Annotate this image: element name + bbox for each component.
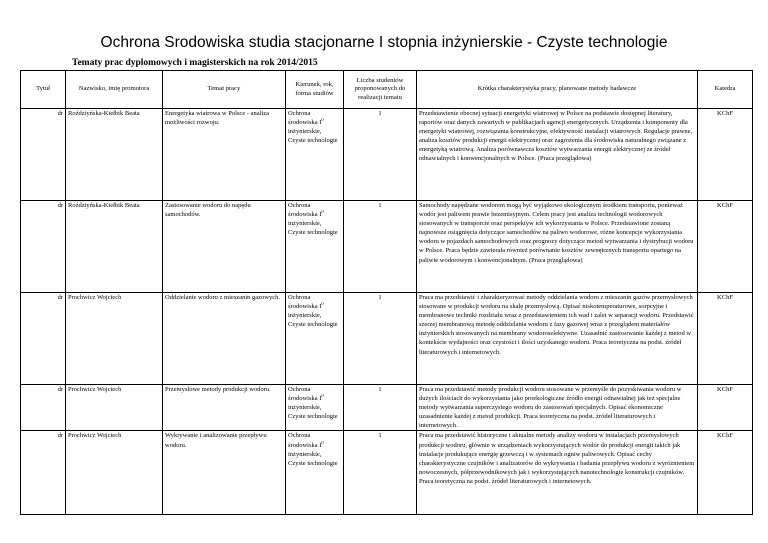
page-title: Ochrona Srodowiska studia stacjonarne I stopnia inżynierskie - Czyste technologie — [100, 34, 668, 51]
table-row — [21, 293, 753, 385]
cell-kierunek — [286, 385, 344, 431]
kierunek-line4: Czyste technologie — [288, 321, 338, 329]
cell-opis: Samochody napędzane wodorem mogą być wyjątkowo ekologicznym środkiem transportu, ponieważ wodór jest paliwem prawie bezemisyjnym. Celem pracy jest analiza technologii wodorowych stosowanych w transporcie oraz perspektyw ich wykorzystania w Polsce. Przedstawione zostaną najnowsze osiągnięcia dotyczące samochodów na paliwo wodorowe, różne koncepcje wykorzystania wodoru w pojazdach samochodowych oraz prognozy dotyczące metod wytwarzania i dystrybucji wodoru w Polsce. Praca będzie zawierała również porównanie kosztów zewnętrznych transportu opartego na paliwie wodorowym i konwencjonalnym. (Praca przeglądowa) — [417, 201, 698, 293]
cell-opis: Przedstawienie obecnej sytuacji energetyki wiatrowej w Polsce na podstawie dostępnej literatury, raportów oraz danych zawartych w publikacjach agencji energetycznych. Urządzenia i komponenty dla energetyki wiatrowej, rozwiązania konstrukcyjne, efektywność instalacji wiatrowych. Regulacje prawne, analiza kosztów produkcji energii elektrycznej oraz zagrożenia dla środowiska naturalnego związane z energetyką wiatrową. Analiza porównawcza kosztów wytwarzania energii elektrycznej ze źródeł odnawialnych i konwencjonalnych w Polsce. (Praca przeglądowa) — [417, 109, 698, 201]
kierunek-line1: Ochrona — [288, 386, 311, 393]
kierunek-line1: Ochrona — [288, 294, 311, 301]
kierunek-degree: 0 — [321, 300, 324, 306]
kierunek-line2: środowiska I — [288, 441, 322, 449]
cell-opis: Praca ma przedstawić metody produkcji wodoru stosowane w przemyśle do pozyskiwania wodoru w dużych ilościach do wykorzystania jako proekologiczne źródło energii odnawialnej jak też specjalne metody wytwarzania superczystego wodoru do zastosowań specjalnych. Opisać ekonomiczne uzasadnienie każdej z metod produkcji. Praca teoretyczna na podst. źródeł literaturowych i internetowych. — [417, 385, 698, 431]
kierunek-line4: Czyste technologie — [288, 137, 338, 145]
cell-katedra: KChF — [698, 431, 753, 515]
kierunek-line2: środowiska I — [288, 211, 322, 219]
cell-kierunek — [286, 109, 344, 201]
header-name: Nazwisko, imię promotora — [66, 71, 163, 109]
kierunek-line3: inżynierskie, — [288, 450, 322, 458]
kierunek-line1: Ochrona — [288, 110, 311, 117]
kierunek-line2: środowiska I — [288, 303, 322, 311]
cell-tytul: dr — [21, 109, 66, 201]
cell-tytul: dr — [21, 385, 66, 431]
cell-tytul: dr — [21, 201, 66, 293]
kierunek-degree: 0 — [321, 208, 324, 214]
cell-temat: Przemysłowe metody produkcji wodoru. — [163, 385, 286, 431]
header-temat: Temat pracy — [163, 71, 286, 109]
kierunek-line1: Ochrona — [288, 202, 311, 209]
header-row — [21, 71, 753, 109]
cell-tytul: dr — [21, 431, 66, 515]
table-row — [21, 431, 753, 515]
cell-name: Roździyńska-Kiełbik Beata — [66, 201, 163, 293]
table-row — [21, 109, 753, 201]
cell-katedra: KChF — [698, 385, 753, 431]
cell-name: Prochwicz Wojciech — [66, 431, 163, 515]
kierunek-line4: Czyste technologie — [288, 459, 338, 467]
kierunek-line4: Czyste technologie — [288, 413, 338, 421]
cell-temat: Zastosowanie wodoru do napędu samochodów. — [163, 201, 286, 293]
table-row — [21, 385, 753, 431]
cell-opis: Praca ma przedstawić historyczne i aktualne metody analizy wodoru w instalacjach przemysłowych produkcji wodoru, głównie w urządzeniach wykorzystujących wodór do produkcji energii takich jak instalacje produkujące energię grzewczą i w systemach ogniw paliwowych. Opisać cechy charakterystyczne czujników i analizatorów do wykrywania i badania przepływu wodoru z wyróżnieniem nowoczesnych, półprzewodnikowych jak i wykorzystujących nanotechnologie konstrukcji czujników. Praca teoretyczna na podst. źródeł literaturowych i internetowych. — [417, 431, 698, 515]
cell-liczba: 1 — [344, 385, 417, 431]
kierunek-line3: inżynierskie, — [288, 128, 322, 136]
cell-temat: Oddzielanie wodoru z mieszanin gazowych. — [163, 293, 286, 385]
header-tytul: Tytuł — [21, 71, 66, 109]
kierunek-line1: Ochrona — [288, 432, 311, 440]
cell-katedra: KChF — [698, 201, 753, 293]
cell-katedra: KChF — [698, 109, 753, 201]
cell-opis: Praca ma przedstawić i zharakteryzować metody oddzielania wodoru z mieszanin gazów przemysłowych stosowane w produkcji wodoru na skalę przemysłową. Opisać niskotemperaturowe, sorpcyjne i membranowe techniki rozdziału wraz z przedstawieniem ich wad i zalet w separacji wodoru. Przedstawić szerzej membranową metodę oddzielania wodoru z fazy gazowej wraz z przeglądem materiałów inżynierskich stosowanych na membrany wodoroselektywne. Uzasadnić zastosowanie każdej z metod w kontekście wydajności oraz czystości i ilości uzyskanego wodoru. Praca teoretyczna na podst. źródeł literaturowych i internetowych. — [417, 293, 698, 385]
cell-kierunek — [286, 201, 344, 293]
cell-temat: Energetyka wiatrowa w Polsce - analiza możliwości rozwoju. — [163, 109, 286, 201]
cell-name: Roździyńska-Kiełbik Beata — [66, 109, 163, 201]
cell-liczba: 1 — [344, 109, 417, 201]
theses-table — [20, 70, 753, 515]
header-liczba: Liczba studentów proponowanych do realizacji tematu — [344, 71, 417, 109]
cell-liczba: 1 — [344, 431, 417, 515]
kierunek-line3: inżynierskie, — [288, 404, 322, 412]
kierunek-line2: środowiska I — [288, 395, 322, 403]
cell-temat: Wykrywanie i analizowanie przepływu wodoru. — [163, 431, 286, 515]
kierunek-degree: 0 — [321, 439, 324, 445]
cell-name: Prochwicz Wojciech — [66, 385, 163, 431]
kierunek-line3: inżynierskie, — [288, 312, 322, 320]
kierunek-line2: środowiska I — [288, 119, 322, 127]
cell-liczba: 1 — [344, 201, 417, 293]
cell-name: Prochwicz Wojciech — [66, 293, 163, 385]
cell-kierunek — [286, 293, 344, 385]
header-opis: Krótka charakterystyka pracy, planowane metody badawcze — [417, 71, 698, 109]
cell-katedra: KChF — [698, 293, 753, 385]
header-katedra: Katedra — [698, 71, 753, 109]
kierunek-line3: inżynierskie, — [288, 220, 322, 228]
header-kierunek: Kierunek, rok, forma studiów — [286, 71, 344, 109]
kierunek-degree: 0 — [321, 116, 324, 122]
page-subtitle: Tematy prac dyplomowych i magisterskich na rok 2014/2015 — [72, 58, 318, 68]
cell-kierunek — [286, 431, 344, 515]
kierunek-degree: 0 — [321, 392, 324, 398]
cell-tytul: dr — [21, 293, 66, 385]
table-row — [21, 201, 753, 293]
kierunek-line4: Czyste technologie — [288, 229, 338, 237]
cell-liczba: 1 — [344, 293, 417, 385]
